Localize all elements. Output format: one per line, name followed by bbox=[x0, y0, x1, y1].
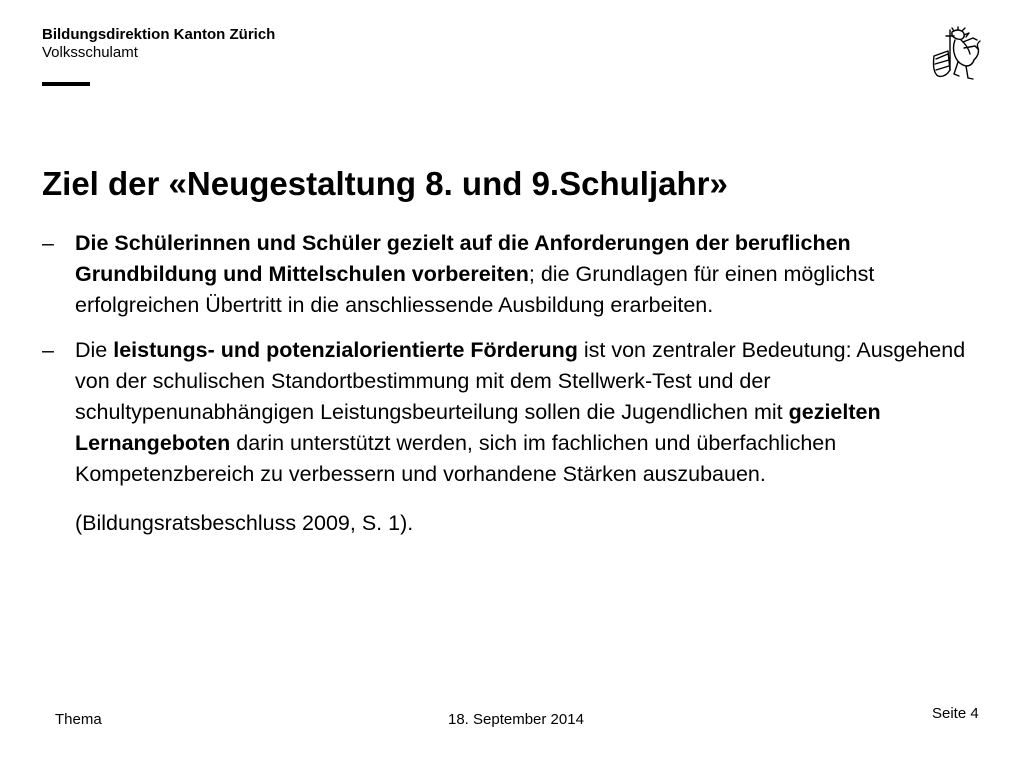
bullet-bold-text: Die Schülerinnen und Schüler gezielt auf die Anforderungen der beruflichen Grundbildung und Mittelschulen vorbereiten bbox=[75, 231, 851, 286]
bullet-text: Die bbox=[75, 338, 114, 362]
bullet-item bbox=[42, 228, 982, 321]
bullet-bold-text: leistungs- und potenzialorientierte Förderung bbox=[113, 338, 578, 362]
bullet-dash-icon: – bbox=[42, 338, 54, 362]
slide-body bbox=[42, 228, 982, 539]
citation: (Bildungsratsbeschluss 2009, S. 1). bbox=[75, 511, 414, 535]
slide-title: Ziel der «Neugestaltung 8. und 9.Schuljahr» bbox=[42, 165, 728, 202]
footer-page-number: Seite 4 bbox=[932, 705, 979, 722]
header-rule bbox=[42, 82, 90, 86]
bullet-text: ; die Grundlagen für einen möglichst erfolgreichen Übertritt in die anschliessende Ausbildung erarbeiten. bbox=[75, 262, 875, 317]
footer-date: 18. September 2014 bbox=[448, 711, 584, 728]
bullet-dash-icon: – bbox=[42, 231, 54, 255]
footer-topic: Thema bbox=[55, 711, 102, 728]
header-department: Volksschulamt bbox=[42, 44, 138, 61]
bullet-text: ist von zentraler Bedeutung: Ausgehend von der schulischen Standortbestimmung mit dem Stellwerk-Test und der schultypenunabhängigen Leistungsbeurteilung sollen die Jugendlichen mit bbox=[75, 338, 966, 424]
zurich-lion-coat-of-arms-icon bbox=[928, 26, 984, 86]
bullet-text: darin unterstützt werden, sich im fachlichen und überfachlichen Kompetenzbereich zu verbessern und vorhandene Stärken auszubauen. bbox=[75, 431, 837, 486]
bullet-bold-text: gezielten Lernangeboten bbox=[75, 400, 881, 455]
bullet-item bbox=[42, 335, 982, 490]
header-organization: Bildungsdirektion Kanton Zürich bbox=[42, 26, 276, 43]
